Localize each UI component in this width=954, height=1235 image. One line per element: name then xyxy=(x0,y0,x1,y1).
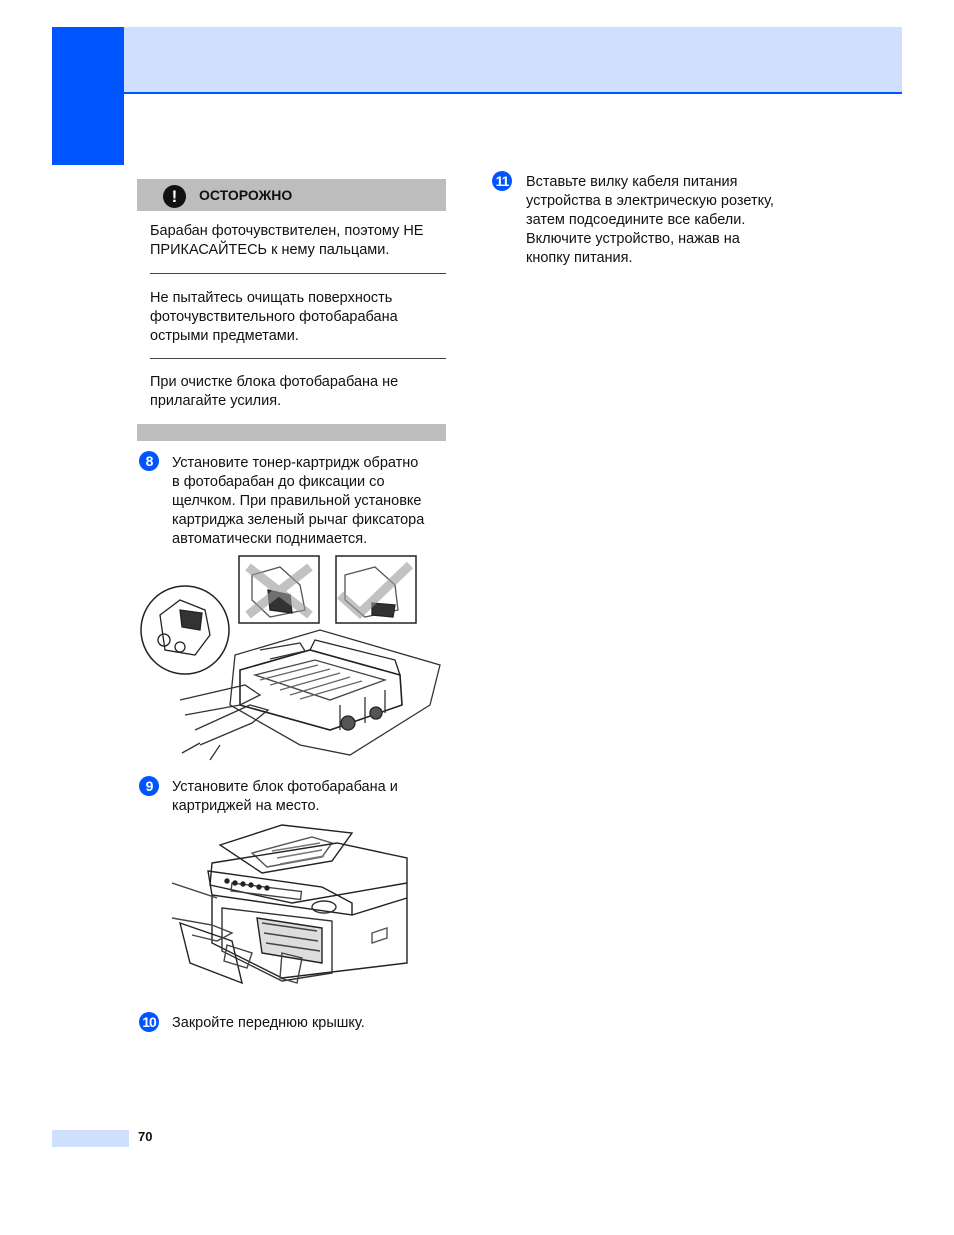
step-number-badge: 10 xyxy=(139,1012,159,1032)
caution-footer-bar xyxy=(137,424,446,441)
header-accent-block xyxy=(52,27,124,165)
step-9-text: Установите блок фотобарабана и картриджей на место. xyxy=(172,779,398,814)
step-number-badge: 8 xyxy=(139,451,159,471)
caution-item-1: Барабан фоточувствителен, поэтому НЕ ПРИКАСАЙТЕСЬ к нему пальцами. xyxy=(150,223,424,258)
step-number-badge: 11 xyxy=(492,171,512,191)
step-11-text: Вставьте вилку кабеля питания устройства в электрическую розетку, затем подсоедините все кабели. Включите устройство, нажав на кнопку питания. xyxy=(526,174,774,266)
toner-drum-illustration xyxy=(140,555,446,765)
caution-divider xyxy=(150,358,446,359)
step-8-text: Установите тонер-картридж обратно в фотобарабан до фиксации со щелчком. При правильной установке картриджа зеленый рычаг фиксатора автоматически поднимается. xyxy=(172,455,425,547)
page-number: 70 xyxy=(138,1129,153,1144)
caution-divider xyxy=(150,273,446,274)
caution-item-2: Не пытайтесь очищать поверхность фоточувствительного фотобарабана острыми предметами. xyxy=(150,290,398,344)
step-10-text: Закройте переднюю крышку. xyxy=(172,1015,365,1031)
exclamation-icon: ! xyxy=(163,185,186,208)
footer-accent-bar xyxy=(52,1130,129,1147)
step-number-badge: 9 xyxy=(139,776,159,796)
caution-title: ОСТОРОЖНО xyxy=(199,187,293,203)
header-rule xyxy=(124,92,902,94)
header-band xyxy=(124,27,902,93)
caution-item-3: При очистке блока фотобарабана не прилагайте усилия. xyxy=(150,374,399,409)
printer-drum-install-illustration xyxy=(172,823,412,999)
